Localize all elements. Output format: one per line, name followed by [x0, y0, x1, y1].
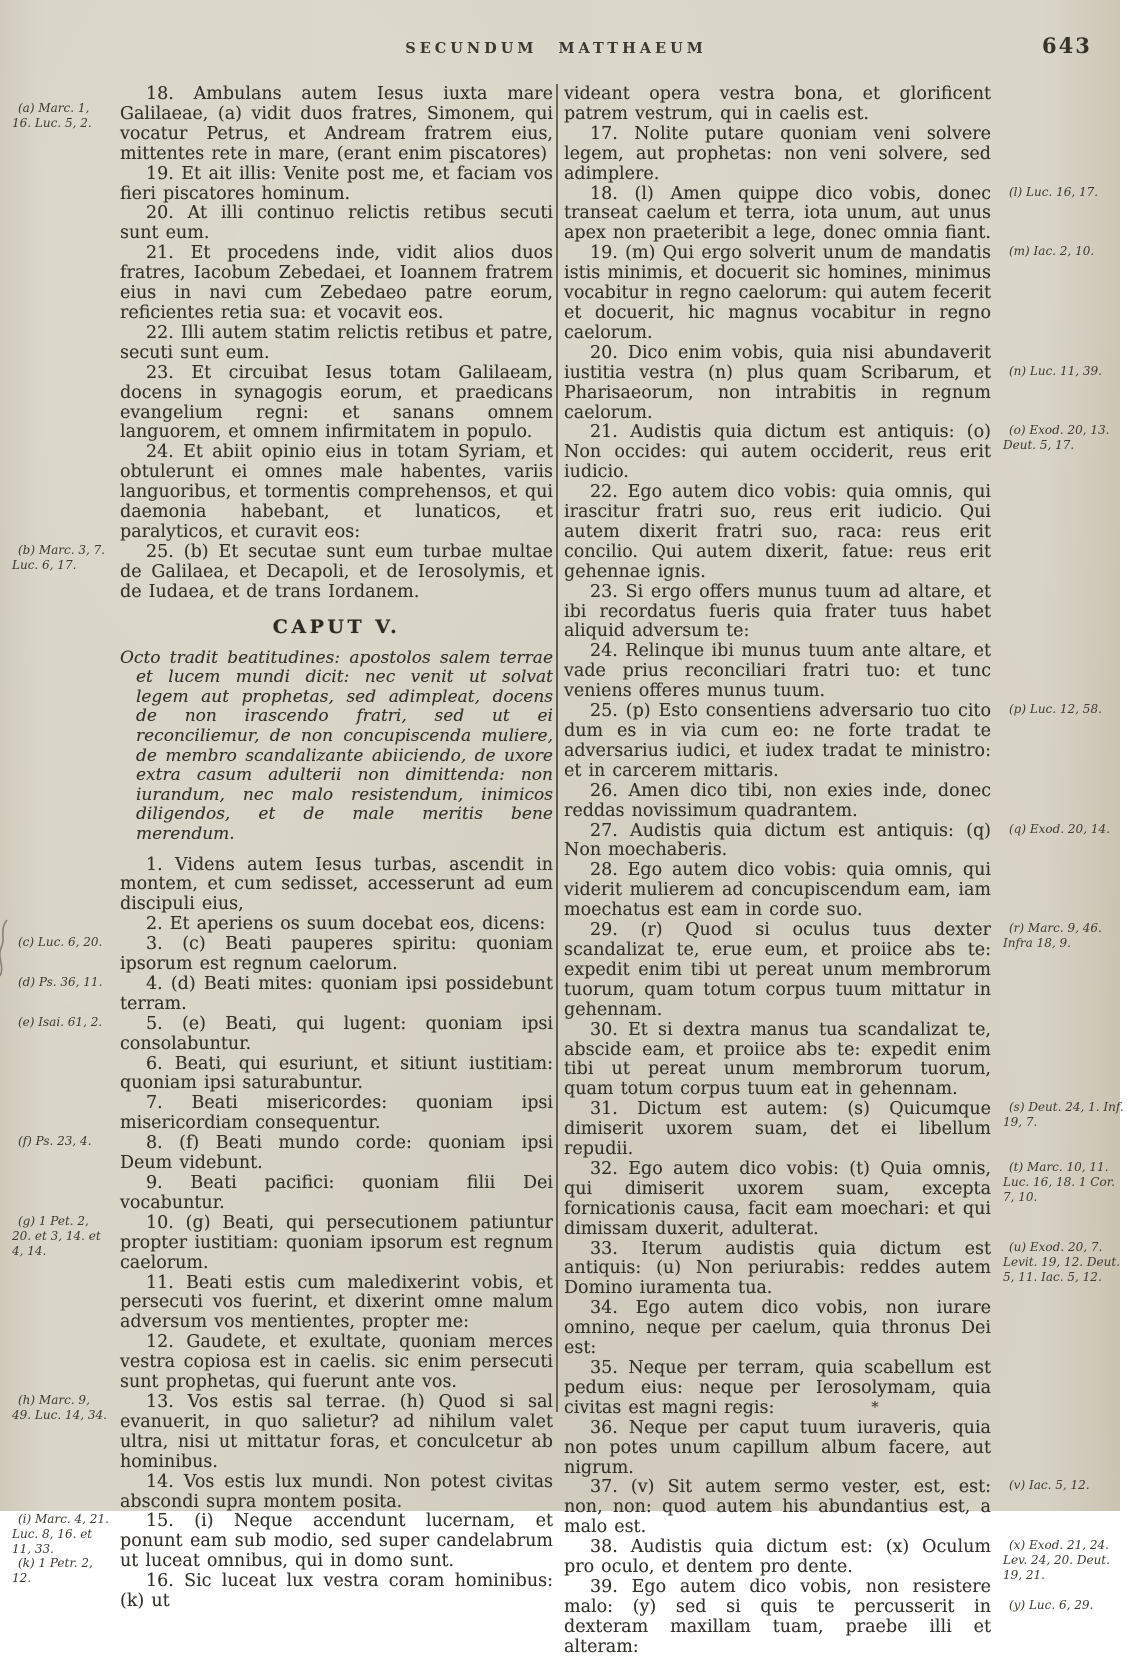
margin-note: (q) Exod. 20, 14. — [1009, 821, 1110, 836]
margin-note: (u) Exod. 20, 7. Levit. 19, 12. Deut. 5, 11. Iac. 5, 12. — [1003, 1239, 1121, 1284]
verse-paragraph: 23. Si ergo offers munus tuum ad altare, et ibi recordatus fueris quia frater tuus habet aliquid adversum te: — [564, 581, 991, 642]
margin-note: (f) Ps. 23, 4. — [18, 1134, 92, 1149]
verse-paragraph: 7. Beati misericordes: quoniam ipsi misericordiam consequentur. — [120, 1093, 553, 1134]
verse-paragraph: 39. Ego autem dico vobis, non resistere malo: (y) sed si quis te percusserit in dexteram maxillam tuam, praebe illi et alteram: (y) Luc. 6, 29. — [564, 1578, 991, 1658]
verse-paragraph: 11. Beati estis cum maledixerint vobis, et persecuti vos fuerint, et dixerint omne malum adversum vos mentientes, propter me: — [120, 1272, 553, 1333]
verse-paragraph: 13. Vos estis sal terrae. (h) Quod si sal evanuerit, in quo salietur? ad nihilum valet ultra, nisi ut mittatur foras, et conculcetur ab hominibus. (h) Marc. 9, 49. Luc. 14, 34. — [12, 1391, 553, 1472]
signature-mark: * — [871, 1398, 879, 1416]
verse-paragraph: 25. (p) Esto consentiens adversario tuo cito dum es in via cum eo: ne forte tradat te adversarius iudici, et iudex tradat te ministro: et in carcerem mittaris. (p) Luc. 12, 58. — [564, 702, 991, 782]
chapter-summary: Octo tradit beatitudines: apostolos salem terrae et lucem mundi dicit: nec venit ut solvat legem aut prophetas, sed adimpleat, docens de non irascendo fratri, sed ut ei reconciliemur, de non concupiscenda muliere, de membro scandalizante abiiciendo, de uxore extra casum adulterii non dimittenda: non iurandum, nec malo resistendum, inimicos diligendos, et de male meritis bene merendum. — [120, 647, 553, 844]
verse-paragraph: 5. (e) Beati, qui lugent: quoniam ipsi consolabuntur. (e) Isai. 61, 2. — [120, 1015, 553, 1055]
margin-note: (e) Isai. 61, 2. — [18, 1014, 103, 1029]
margin-note: (y) Luc. 6, 29. — [1009, 1597, 1094, 1612]
margin-note: (g) 1 Pet. 2, 20. et 3, 14. et 4, 14. — [12, 1213, 101, 1258]
margin-note: (c) Luc. 6, 20. — [18, 935, 103, 950]
verse-paragraph: 1. Videns autem Iesus turbas, ascendit in montem, et cum sedisset, accesserunt ad eum discipuli eius, — [120, 854, 553, 915]
margin-note: (i) Marc. 4, 21. Luc. 8, 16. et 11, 33. — [12, 1512, 109, 1557]
margin-note: (s) Deut. 24, 1. Inf. 19, 7. — [1003, 1100, 1124, 1130]
verse-paragraph: 38. Audistis quia dictum est: (x) Oculum pro oculo, et dentem pro dente. (x) Exod. 21, 24. Lev. 24, 20. Deut. 19, 21. — [564, 1538, 991, 1578]
verse-paragraph: 29. (r) Quod si oculus tuus dexter scandalizat te, erue eum, et proiice abs te: expedit enim tibi ut pereat unum membrorum tuorum, quam totum corpus tuum mittatur in gehennam. (r) Marc. 9, 46. Infra 18, 9. — [564, 921, 991, 1021]
verse-paragraph: 12. Gaudete, et exultate, quoniam merces vestra copiosa est in caelis. sic enim persecuti sunt prophetas, qui fuerunt ante vos. — [120, 1332, 553, 1393]
verse-paragraph: 28. Ego autem dico vobis: quia omnis, qui viderit mulierem ad concupiscendum eam, iam moechatus est eam in corde suo. — [564, 860, 991, 921]
verse-paragraph: 2. Et aperiens os suum docebat eos, dicens: — [146, 914, 546, 935]
column-divider-rule — [556, 84, 558, 1412]
verse-paragraph: 24. Relinque ibi munus tuum ante altare, et vade prius reconciliari fratri tuo: et tunc veniens offeres munus tuum. — [564, 641, 991, 702]
verse-paragraph: 15. (i) Neque accendunt lucernam, et ponunt eam sub modio, sed super candelabrum ut luceat omnibus, qui in domo sunt. (i) Marc. 4, 21. Luc. 8, 16. et 11, 33. — [12, 1511, 553, 1572]
margin-note: (v) Iac. 5, 12. — [1009, 1478, 1090, 1493]
verse-paragraph: 14. Vos estis lux mundi. Non potest civitas abscondi supra montem posita. — [120, 1471, 553, 1512]
margin-note: (d) Ps. 36, 11. — [18, 974, 103, 989]
verse-paragraph: 26. Amen dico tibi, non exies inde, donec reddas novissimum quadrantem. — [564, 780, 991, 821]
verse-paragraph: 20. At illi continuo relictis retibus secuti sunt eum. — [120, 203, 553, 244]
page-header-title: SECUNDUM MATTHAEUM — [405, 40, 707, 57]
margin-note: (n) Luc. 11, 39. — [1009, 363, 1102, 378]
ink-smudge-mark — [0, 918, 11, 978]
verse-paragraph: 19. Et ait illis: Venite post me, et faciam vos fieri piscatores hominum. — [120, 163, 553, 204]
margin-note: (m) Iac. 2, 10. — [1009, 244, 1095, 259]
page-number: 643 — [1042, 33, 1092, 58]
verse-paragraph: 37. (v) Sit autem sermo vester, est, est: non, non: quod autem his abundantius est, a malo est. (v) Iac. 5, 12. — [564, 1478, 991, 1538]
verse-paragraph: 16. Sic luceat lux vestra coram hominibus: (k) ut (k) 1 Petr. 2, 12. — [12, 1556, 553, 1612]
margin-note: (k) 1 Petr. 2, 12. — [12, 1556, 93, 1586]
verse-paragraph: 31. Dictum est autem: (s) Quicumque dimiserit uxorem suam, det ei libellum repudii. (s) Deut. 24, 1. Inf. 19, 7. — [564, 1100, 991, 1160]
margin-note: (l) Luc. 16, 17. — [1009, 184, 1099, 199]
column-continuation-paragraph: videant opera vestra bona, et glorificent patrem vestrum, qui in caelis est. — [564, 84, 991, 124]
verse-paragraph: 3. (c) Beati pauperes spiritu: quoniam ipsorum est regnum caelorum. (c) Luc. 6, 20. — [120, 935, 553, 975]
verse-paragraph: 23. Et circuibat Iesus totam Galilaeam, docens in synagogis eorum, et praedicans evangelium regni: et sanans omnem languorem, et omnem infirmitatem in populo. — [120, 362, 553, 443]
verse-paragraph: 8. (f) Beati mundo corde: quoniam ipsi Deum videbunt. (f) Ps. 23, 4. — [120, 1134, 553, 1174]
verse-paragraph: 35. Neque per terram, quia scabellum est pedum eius: neque per Ierosolymam, quia civitas est magni regis: — [564, 1358, 991, 1418]
verse-paragraph: 21. Audistis quia dictum est antiquis: (o) Non occides: qui autem occiderit, reus erit iudicio. (o) Exod. 20, 13. Deut. 5, 17. — [564, 423, 991, 483]
verse-paragraph: 18. Ambulans autem Iesus iuxta mare Galilaeae, (a) vidit duos fratres, Simonem, qui vocatur Petrus, et Andream fratrem eius, mittentes rete in mare, (erant enim piscatores) (a) Marc. 1, 16. Luc. 5, 2. — [12, 84, 553, 164]
verse-paragraph: 22. Ego autem dico vobis: quia omnis, qui irascitur fratri suo, reus erit iudicio. Qui autem dixerit fratri suo, raca: reus erit concilio. Qui autem dixerit, fatue: reus erit gehennae ignis. — [564, 482, 991, 582]
chapter-heading: CAPUT V. — [272, 615, 401, 638]
verse-paragraph: 33. Iterum audistis quia dictum est antiquis: (u) Non periurabis: reddes autem Domino iuramenta tua. (u) Exod. 20, 7. Levit. 19, 12. Deut. 5, 11. Iac. 5, 12. — [564, 1240, 991, 1300]
verse-paragraph: 32. Ego autem dico vobis: (t) Quia omnis, qui dimiserit uxorem suam, excepta fornicationis causa, facit eam moechari: et qui dimissam duxerit, adulterat. (t) Marc. 10, 11. Luc. 16, 18. 1 Cor. 7, 10. — [564, 1160, 991, 1240]
verse-paragraph: 25. (b) Et secutae sunt eum turbae multae de Galilaea, et Decapoli, et de Ierosolymis, et de Iudaea, et de trans Iordanem. (b) Marc. 3, 7. Luc. 6, 17. — [12, 541, 553, 602]
verse-paragraph: 19. (m) Qui ergo solverit unum de mandatis istis minimis, et docuerit sic homines, minimus vocabitur in regno caelorum: qui autem fecerit et docuerit, hic magnus vocabitur in regno caelorum. (m) Iac. 2, 10. — [564, 244, 991, 344]
verse-paragraph: 6. Beati, qui esuriunt, et sitiunt iustitiam: quoniam ipsi saturabuntur. — [120, 1053, 553, 1094]
verse-paragraph: 30. Et si dextra manus tua scandalizat te, abscide eam, et proiice abs te: expedit enim tibi ut pereat unum membrorum tuorum, quam totum corpus tuum eat in gehennam. — [564, 1019, 991, 1100]
verse-paragraph: 34. Ego autem dico vobis, non iurare omnino, neque per caelum, quia thronus Dei est: — [564, 1298, 991, 1359]
margin-note: (b) Marc. 3, 7. Luc. 6, 17. — [12, 542, 106, 572]
verse-paragraph: 27. Audistis quia dictum est antiquis: (q) Non moechaberis. (q) Exod. 20, 14. — [564, 822, 991, 862]
margin-note: (o) Exod. 20, 13. Deut. 5, 17. — [1003, 423, 1110, 453]
verse-paragraph: 18. (l) Amen quippe dico vobis, donec transeat caelum et terra, iota unum, aut unus apex non praeteribit a lege, donec omnia fiant. (l) Luc. 16, 17. — [564, 185, 991, 245]
margin-note: (a) Marc. 1, 16. Luc. 5, 2. — [12, 101, 92, 130]
left-text-column — [12, 84, 553, 1612]
margin-note: (h) Marc. 9, 49. Luc. 14, 34. — [12, 1392, 107, 1422]
margin-note: (t) Marc. 10, 11. Luc. 16, 18. 1 Cor. 7, 10. — [1003, 1159, 1115, 1204]
verse-paragraph: 24. Et abiit opinio eius in totam Syriam, et obtulerunt ei omnes male habentes, variis languoribus, et tormentis comprehensos, et qui daemonia habebant, et lunaticos, et paralyticos, et curavit eos: — [120, 442, 553, 542]
verse-paragraph: 22. Illi autem statim relictis retibus et patre, secuti sunt eum. — [120, 322, 553, 363]
verse-paragraph: 21. Et procedens inde, vidit alios duos fratres, Iacobum Zebedaei, et Ioannem fratrem eius in navi cum Zebedaeo patre eorum, reficientes retia sua: et vocavit eos. — [120, 243, 553, 323]
verse-paragraph: 4. (d) Beati mites: quoniam ipsi possidebunt terram. (d) Ps. 36, 11. — [120, 975, 553, 1015]
verse-paragraph: 36. Neque per caput tuum iuraveris, quia non potes unum capillum album facere, aut nigrum. — [564, 1417, 991, 1478]
margin-note: (r) Marc. 9, 46. Infra 18, 9. — [1003, 921, 1102, 951]
margin-note: (p) Luc. 12, 58. — [1009, 702, 1102, 717]
verse-paragraph: 9. Beati pacifici: quoniam filii Dei vocabuntur. — [120, 1173, 553, 1213]
right-text-column — [564, 84, 1124, 1658]
verse-paragraph: 20. Dico enim vobis, quia nisi abundaverit iustitia vestra (n) plus quam Scribarum, et Pharisaeorum, non intrabitis in regnum caelorum. (n) Luc. 11, 39. — [564, 344, 991, 424]
verse-paragraph: 10. (g) Beati, qui persecutionem patiuntur propter iustitiam: quoniam ipsorum est regnum caelorum. (g) 1 Pet. 2, 20. et 3, 14. et 4, 14. — [12, 1212, 553, 1273]
margin-note: (x) Exod. 21, 24. Lev. 24, 20. Deut. 19, 21. — [1003, 1538, 1110, 1583]
verse-paragraph: 17. Nolite putare quoniam veni solvere legem, aut prophetas: non veni solvere, sed adimplere. — [564, 123, 991, 184]
